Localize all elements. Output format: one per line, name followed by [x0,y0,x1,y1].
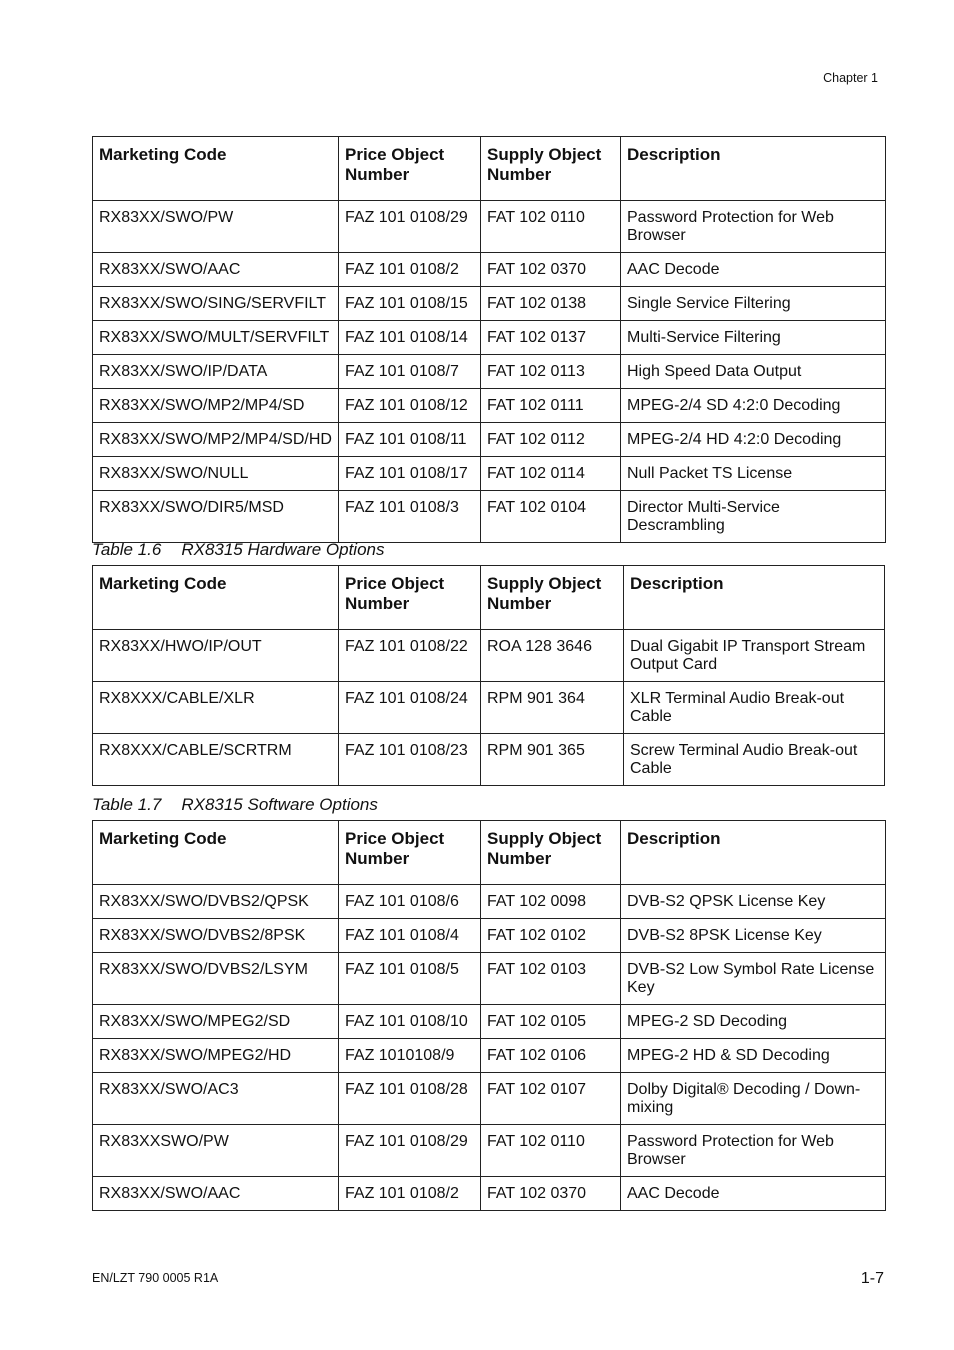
table-block-1-7 [92,820,886,1211]
options-table [92,820,886,1211]
table-row [93,287,886,321]
supply-object-cell: FAT 102 0137 [481,321,621,355]
price-object-cell: FAZ 101 0108/17 [339,457,481,491]
marketing-code-cell: RX83XX/SWO/MP2/MP4/SD/HD [93,423,339,457]
table-row [93,1005,886,1039]
description-cell: Single Service Filtering [621,287,886,321]
price-object-cell: FAZ 101 0108/4 [339,919,481,953]
caption-title: RX8315 Software Options [181,795,378,814]
column-header: Marketing Code [93,566,339,630]
supply-object-cell: FAT 102 0110 [481,1125,621,1177]
table-row [93,389,886,423]
marketing-code-cell: RX83XX/SWO/MP2/MP4/SD [93,389,339,423]
page-number: 1-7 [860,1270,884,1287]
description-cell: Screw Terminal Audio Break-out Cable [624,734,885,786]
options-table [92,565,885,786]
table-header-row [93,137,886,201]
supply-object-cell: RPM 901 364 [481,682,624,734]
table-row [93,423,886,457]
supply-object-cell: RPM 901 365 [481,734,624,786]
supply-object-cell: FAT 102 0106 [481,1039,621,1073]
table-caption-1-7 [92,795,378,815]
description-cell: Password Protection for Web Browser [621,201,886,253]
options-table [92,136,886,543]
price-object-cell: FAZ 101 0108/5 [339,953,481,1005]
price-object-cell: FAZ 101 0108/15 [339,287,481,321]
description-cell: MPEG-2 SD Decoding [621,1005,886,1039]
table-row [93,253,886,287]
supply-object-cell: FAT 102 0114 [481,457,621,491]
marketing-code-cell: RX83XXSWO/PW [93,1125,339,1177]
description-cell: MPEG-2 HD & SD Decoding [621,1039,886,1073]
table-header-row [93,566,885,630]
description-cell: MPEG-2/4 HD 4:2:0 Decoding [621,423,886,457]
price-object-cell: FAZ 101 0108/12 [339,389,481,423]
column-header: Marketing Code [93,137,339,201]
column-header: Price Object Number [339,821,481,885]
table-row [93,682,885,734]
column-header: Price Object Number [339,566,481,630]
supply-object-cell: FAT 102 0112 [481,423,621,457]
table-row [93,321,886,355]
table-row [93,355,886,389]
description-cell: AAC Decode [621,1177,886,1211]
document-number: EN/LZT 790 0005 R1A [92,1271,219,1285]
price-object-cell: FAZ 101 0108/7 [339,355,481,389]
marketing-code-cell: RX83XX/SWO/MPEG2/SD [93,1005,339,1039]
table-row [93,630,885,682]
marketing-code-cell: RX83XX/SWO/SING/SERVFILT [93,287,339,321]
supply-object-cell: FAT 102 0113 [481,355,621,389]
table-row [93,201,886,253]
supply-object-cell: FAT 102 0370 [481,253,621,287]
supply-object-cell: FAT 102 0103 [481,953,621,1005]
marketing-code-cell: RX83XX/SWO/AAC [93,1177,339,1211]
supply-object-cell: FAT 102 0098 [481,885,621,919]
price-object-cell: FAZ 101 0108/28 [339,1073,481,1125]
table-row [93,953,886,1005]
description-cell: High Speed Data Output [621,355,886,389]
column-header: Price Object Number [339,137,481,201]
table-row [93,1125,886,1177]
table-header-row [93,821,886,885]
marketing-code-cell: RX83XX/SWO/DVBS2/QPSK [93,885,339,919]
price-object-cell: FAZ 101 0108/22 [339,630,481,682]
supply-object-cell: FAT 102 0104 [481,491,621,543]
price-object-cell: FAZ 101 0108/3 [339,491,481,543]
table-row [93,734,885,786]
description-cell: DVB-S2 QPSK License Key [621,885,886,919]
description-cell: Null Packet TS License [621,457,886,491]
marketing-code-cell: RX83XX/SWO/MULT/SERVFILT [93,321,339,355]
column-header: Supply Object Number [481,137,621,201]
marketing-code-cell: RX83XX/HWO/IP/OUT [93,630,339,682]
table-row [93,919,886,953]
column-header: Marketing Code [93,821,339,885]
description-cell: Password Protection for Web Browser [621,1125,886,1177]
supply-object-cell: FAT 102 0102 [481,919,621,953]
caption-title: RX8315 Hardware Options [181,540,385,559]
price-object-cell: FAZ 101 0108/29 [339,201,481,253]
marketing-code-cell: RX83XX/SWO/DVBS2/LSYM [93,953,339,1005]
table-row [93,885,886,919]
price-object-cell: FAZ 1010108/9 [339,1039,481,1073]
price-object-cell: FAZ 101 0108/2 [339,253,481,287]
column-header: Description [621,821,886,885]
description-cell: Dolby Digital® Decoding / Down-mixing [621,1073,886,1125]
supply-object-cell: FAT 102 0111 [481,389,621,423]
description-cell: Director Multi-Service Descrambling [621,491,886,543]
marketing-code-cell: RX83XX/SWO/DIR5/MSD [93,491,339,543]
supply-object-cell: FAT 102 0138 [481,287,621,321]
column-header: Description [621,137,886,201]
marketing-code-cell: RX8XXX/CABLE/SCRTRM [93,734,339,786]
description-cell: XLR Terminal Audio Break-out Cable [624,682,885,734]
table-row [93,491,886,543]
marketing-code-cell: RX83XX/SWO/NULL [93,457,339,491]
table-block-1 [92,136,886,543]
marketing-code-cell: RX83XX/SWO/AC3 [93,1073,339,1125]
caption-number: Table 1.7 [92,795,162,814]
marketing-code-cell: RX83XX/SWO/DVBS2/8PSK [93,919,339,953]
marketing-code-cell: RX8XXX/CABLE/XLR [93,682,339,734]
description-cell: Dual Gigabit IP Transport Stream Output Card [624,630,885,682]
table-row [93,1073,886,1125]
supply-object-cell: FAT 102 0370 [481,1177,621,1211]
description-cell: Multi-Service Filtering [621,321,886,355]
supply-object-cell: FAT 102 0105 [481,1005,621,1039]
price-object-cell: FAZ 101 0108/2 [339,1177,481,1211]
supply-object-cell: ROA 128 3646 [481,630,624,682]
description-cell: DVB-S2 8PSK License Key [621,919,886,953]
description-cell: AAC Decode [621,253,886,287]
table-row [93,1039,886,1073]
marketing-code-cell: RX83XX/SWO/AAC [93,253,339,287]
price-object-cell: FAZ 101 0108/6 [339,885,481,919]
supply-object-cell: FAT 102 0110 [481,201,621,253]
table-row [93,457,886,491]
table-row [93,1177,886,1211]
marketing-code-cell: RX83XX/SWO/IP/DATA [93,355,339,389]
supply-object-cell: FAT 102 0107 [481,1073,621,1125]
price-object-cell: FAZ 101 0108/11 [339,423,481,457]
price-object-cell: FAZ 101 0108/14 [339,321,481,355]
price-object-cell: FAZ 101 0108/29 [339,1125,481,1177]
caption-number: Table 1.6 [92,540,162,559]
price-object-cell: FAZ 101 0108/10 [339,1005,481,1039]
price-object-cell: FAZ 101 0108/23 [339,734,481,786]
table-block-1-6 [92,565,885,786]
column-header: Description [624,566,885,630]
chapter-header: Chapter 1 [823,71,878,85]
price-object-cell: FAZ 101 0108/24 [339,682,481,734]
marketing-code-cell: RX83XX/SWO/PW [93,201,339,253]
table-caption-1-6 [92,540,385,560]
description-cell: MPEG-2/4 SD 4:2:0 Decoding [621,389,886,423]
column-header: Supply Object Number [481,821,621,885]
marketing-code-cell: RX83XX/SWO/MPEG2/HD [93,1039,339,1073]
description-cell: DVB-S2 Low Symbol Rate License Key [621,953,886,1005]
column-header: Supply Object Number [481,566,624,630]
